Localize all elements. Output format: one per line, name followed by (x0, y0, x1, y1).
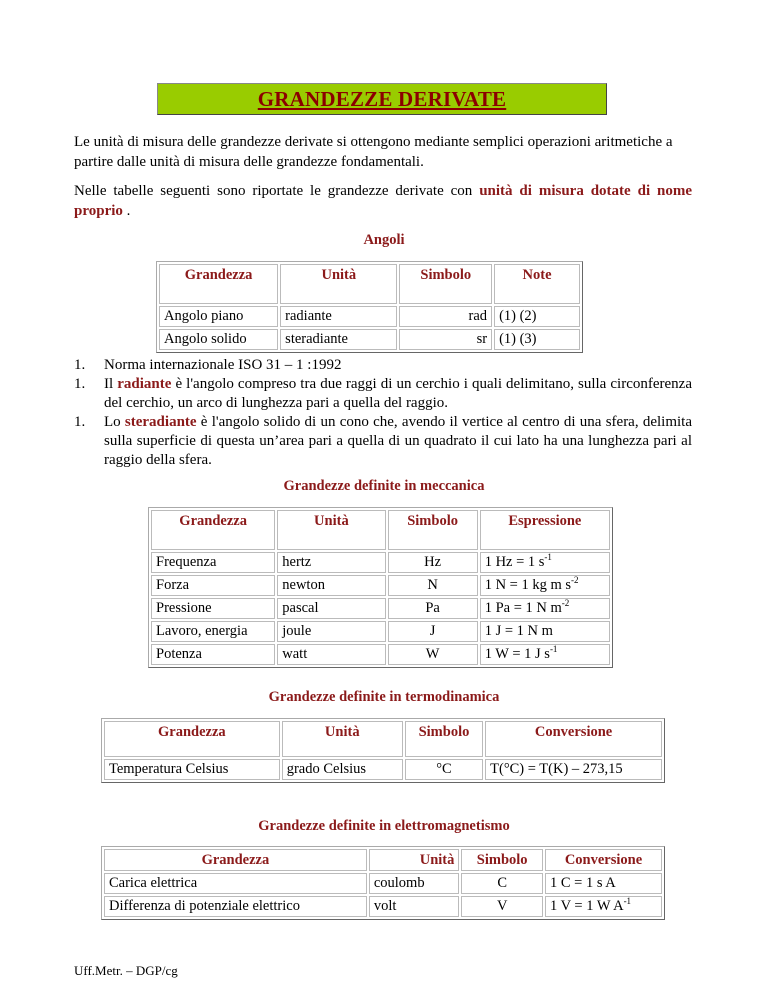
meccanica-table (148, 507, 613, 668)
intro2-before: Nelle tabelle seguenti sono riportate le grandezze derivate con (74, 183, 480, 199)
table-header-row (159, 264, 580, 304)
expression: 1 J = 1 N m (484, 623, 553, 639)
intro2-after: . (122, 203, 131, 219)
table-cell: J (388, 621, 478, 642)
header-cell: Grandezza (159, 264, 278, 304)
meccanica-title: Grandezze definite in meccanica (283, 478, 485, 494)
table-cell: watt (277, 644, 385, 665)
angoli-title: Angoli (363, 232, 405, 248)
note-text: è l'angolo compreso tra due raggi di un cerchio i quali delimitano, sulla circonferenza del cerchio, un arco di lunghezza pari a quella del raggio. (104, 376, 692, 411)
table-cell: Carica elettrica (104, 873, 367, 894)
list-item (74, 356, 692, 375)
table-cell: grado Celsius (282, 759, 403, 780)
table-cell: volt (369, 896, 460, 917)
table-cell: joule (277, 621, 385, 642)
table-cell: Forza (151, 575, 275, 596)
header-cell: Simbolo (388, 510, 478, 550)
table-cell: Differenza di potenziale elettrico (104, 896, 367, 917)
exponent: -2 (561, 598, 570, 609)
note-text: è l'angolo solido di un cono che, avendo il vertice al centro di una sfera, delimita sulla superficie di questa un’area pari a quella di un quadrato il cui lato ha una lunghezza pari al raggio della sfera. (104, 414, 692, 468)
table-cell (480, 598, 610, 619)
table-cell: rad (399, 306, 492, 327)
table-cell (545, 873, 662, 894)
table-cell: Temperatura Celsius (104, 759, 280, 780)
table-header-row (104, 721, 662, 757)
expression: 1 Pa = 1 N m (484, 600, 562, 616)
table-cell: Hz (388, 552, 478, 573)
header-cell: Unità (369, 849, 460, 871)
table-cell (480, 552, 610, 573)
note-text: Il (104, 376, 118, 392)
table-cell: radiante (280, 306, 397, 327)
expression: 1 Hz = 1 s (484, 554, 545, 570)
note-text: Lo (104, 414, 125, 430)
header-cell: Conversione (545, 849, 662, 871)
table-cell: steradiante (280, 329, 397, 350)
table-row (159, 306, 580, 327)
elettromagnetismo-table (101, 846, 665, 920)
table-cell: (1) (2) (494, 306, 580, 327)
header-cell: Unità (282, 721, 403, 757)
elettromagnetismo-title: Grandezze definite in elettromagnetismo (258, 818, 510, 834)
exponent: -1 (623, 896, 632, 907)
table-row (151, 575, 610, 596)
termodinamica-table (101, 718, 665, 783)
expression: 1 W = 1 J s (484, 646, 550, 662)
header-cell: Grandezza (151, 510, 275, 550)
table-row (151, 598, 610, 619)
table-row (151, 552, 610, 573)
table-row (159, 329, 580, 350)
header-cell: Note (494, 264, 580, 304)
table-row (151, 621, 610, 642)
table-cell: T(°C) = T(K) – 273,15 (485, 759, 662, 780)
table-header-row (151, 510, 610, 550)
note-term: radiante (117, 376, 172, 392)
intro2-highlight: unità di misura dotate di nome proprio (74, 183, 692, 219)
angoli-table (156, 261, 583, 353)
table-cell: Lavoro, energia (151, 621, 275, 642)
table-cell (545, 896, 662, 917)
header-cell: Espressione (480, 510, 610, 550)
header-cell: Unità (277, 510, 385, 550)
header-cell: Conversione (485, 721, 662, 757)
exponent: -2 (571, 575, 579, 586)
header-cell: Grandezza (104, 721, 280, 757)
table-cell: °C (405, 759, 483, 780)
note-number: 1. (74, 414, 86, 430)
title-banner (157, 83, 607, 115)
table-cell (480, 644, 610, 665)
note-number: 1. (74, 357, 86, 373)
table-row (151, 644, 610, 665)
exponent: -1 (544, 552, 552, 563)
list-item (74, 413, 692, 470)
table-cell: hertz (277, 552, 385, 573)
termodinamica-title: Grandezze definite in termodinamica (268, 689, 500, 705)
exponent: -1 (549, 644, 558, 655)
table-header-row (104, 849, 662, 871)
page-title: GRANDEZZE DERIVATE (257, 86, 507, 111)
table-cell: W (388, 644, 478, 665)
table-cell: Angolo piano (159, 306, 278, 327)
table-cell: Pa (388, 598, 478, 619)
header-cell: Unità (280, 264, 397, 304)
table-cell: C (461, 873, 543, 894)
note-text: Norma internazionale ISO 31 – 1 :1992 (104, 357, 342, 373)
header-cell: Simbolo (399, 264, 492, 304)
table-cell: N (388, 575, 478, 596)
expression: 1 N = 1 kg m s (484, 577, 572, 593)
page-footer: Uff.Metr. – DGP/cg (74, 963, 178, 978)
table-cell: V (461, 896, 543, 917)
header-cell: Simbolo (405, 721, 483, 757)
expression: 1 V = 1 W A (549, 898, 624, 914)
table-row (104, 896, 662, 917)
note-term: steradiante (124, 414, 197, 430)
table-cell: newton (277, 575, 385, 596)
table-cell: (1) (3) (494, 329, 580, 350)
table-cell (480, 575, 610, 596)
intro-paragraph: Le unità di misura delle grandezze derivate si ottengono mediante semplici operazioni aritmetiche a partire dalle unità di misura delle grandezze fondamentali. (74, 134, 673, 170)
table-cell (480, 621, 610, 642)
table-row (104, 759, 662, 780)
expression: 1 C = 1 s A (549, 875, 616, 891)
list-item (74, 375, 692, 413)
intro-paragraph-2 (74, 181, 692, 221)
table-cell: pascal (277, 598, 385, 619)
table-cell: sr (399, 329, 492, 350)
table-cell: Frequenza (151, 552, 275, 573)
header-cell: Grandezza (104, 849, 367, 871)
table-cell: Pressione (151, 598, 275, 619)
note-number: 1. (74, 376, 86, 392)
table-row (104, 873, 662, 894)
table-cell: Angolo solido (159, 329, 278, 350)
header-cell: Simbolo (461, 849, 543, 871)
table-cell: Potenza (151, 644, 275, 665)
table-cell: coulomb (369, 873, 460, 894)
notes-list (74, 356, 692, 470)
